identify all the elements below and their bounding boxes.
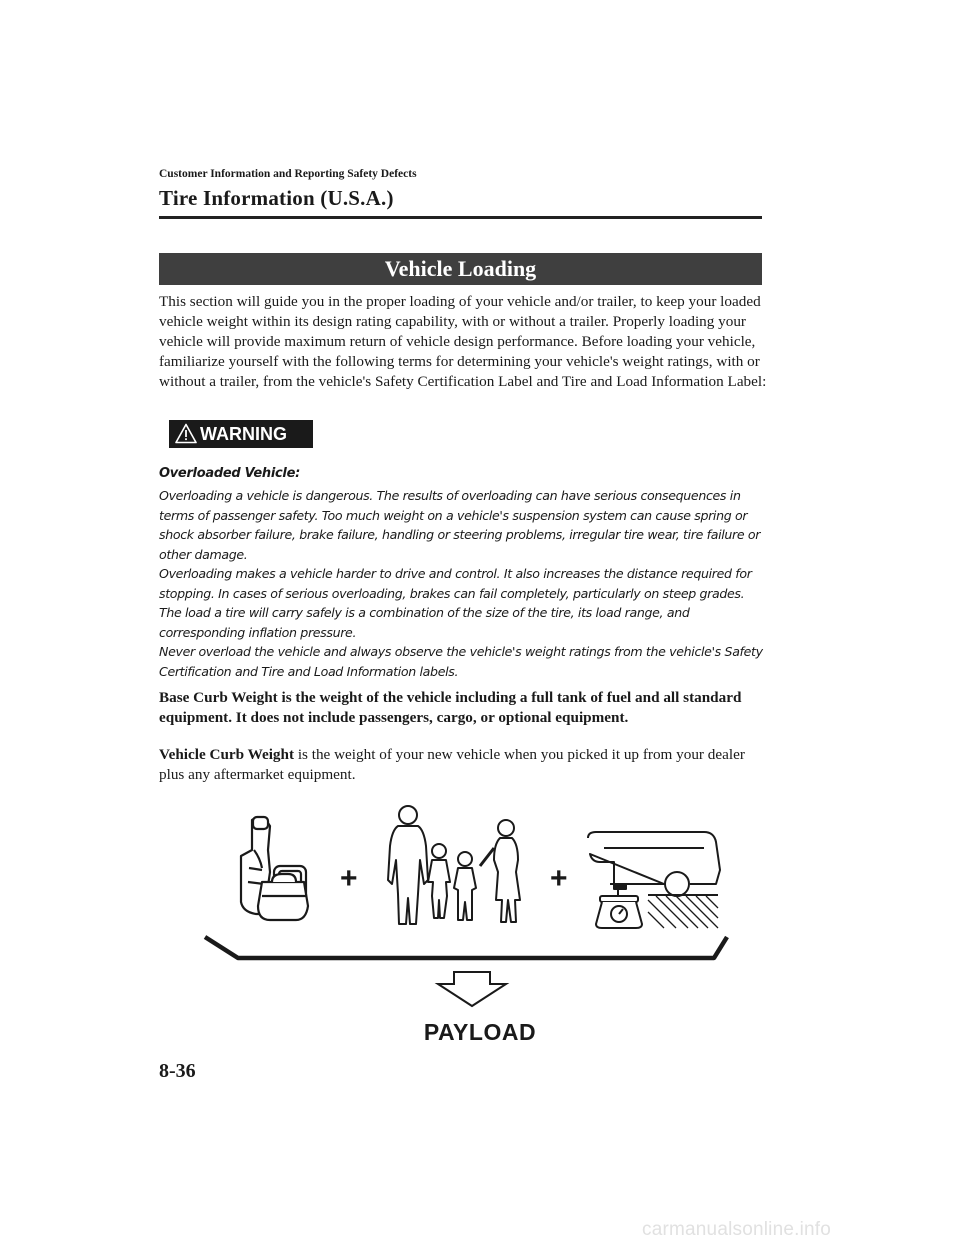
- camper-trailer-icon: [588, 832, 720, 896]
- warning-paragraph: Overloading a vehicle is dangerous. The results of overloading can have serious consequences in terms of passenger safety. Too much weight on a vehicle's suspension system can cause spring or shock absorber failure, brake failure, handling or steering problems, irregular tire wear, tire failure or other damage.: [159, 488, 761, 562]
- passengers-icon: [388, 806, 520, 924]
- down-arrow-icon: [438, 972, 506, 1006]
- vehicle-curb-weight-text: is the weight of your new vehicle when you picked it up from your dealer plus any aftermarket equipment.: [159, 746, 745, 783]
- watermark: carmanualsonline.info: [642, 1219, 832, 1240]
- warning-heading: Overloaded Vehicle:: [159, 466, 300, 481]
- vehicle-curb-weight-term: Vehicle Curb Weight: [159, 746, 295, 763]
- ground-hatch-icon: [648, 895, 718, 928]
- plus-sign: +: [550, 862, 568, 895]
- warning-paragraph: Overloading makes a vehicle harder to drive and control. It also increases the distance required for stopping. In cases of serious overloading, brakes can fail completely, particularly on steep grades. The load a tire will carry safely is a combination of the size of the tire, its load range, and corresponding inflation pressure.: [159, 566, 752, 640]
- luggage-icon: [241, 817, 308, 920]
- payload-label: PAYLOAD: [423, 1019, 537, 1045]
- plus-sign: +: [340, 862, 358, 895]
- base-curb-weight-definition: Base Curb Weight is the weight of the vehicle including a full tank of fuel and all standard equipment. It does not include passengers, cargo, or optional equipment.: [159, 689, 742, 726]
- payload-brace: [205, 937, 727, 958]
- page-number: 8-36: [159, 1060, 196, 1082]
- intro-paragraph: This section will guide you in the proper loading of your vehicle and/or trailer, to keep your loaded vehicle weight within its design rating capability, with or without a trailer. Properly loading your vehicle will provide maximum return of vehicle design performance. Before loading your vehicle, familiarize yourself with the following terms for determining your vehicle's weight ratings, with or without a trailer, from the vehicle's Safety Certification Label and Tire and Load Information Label:: [159, 293, 767, 390]
- warning-paragraph: Never overload the vehicle and always observe the vehicle's weight ratings from the vehicle's Safety Certification and Tire and Load Information labels.: [159, 644, 763, 679]
- section-title: Tire Information (U.S.A.): [159, 186, 394, 210]
- vehicle-loading-banner: Vehicle Loading: [159, 253, 762, 285]
- warning-label: WARNING: [200, 424, 287, 444]
- breadcrumb: Customer Information and Reporting Safety Defects: [159, 168, 417, 180]
- weight-scale-icon: [596, 885, 642, 928]
